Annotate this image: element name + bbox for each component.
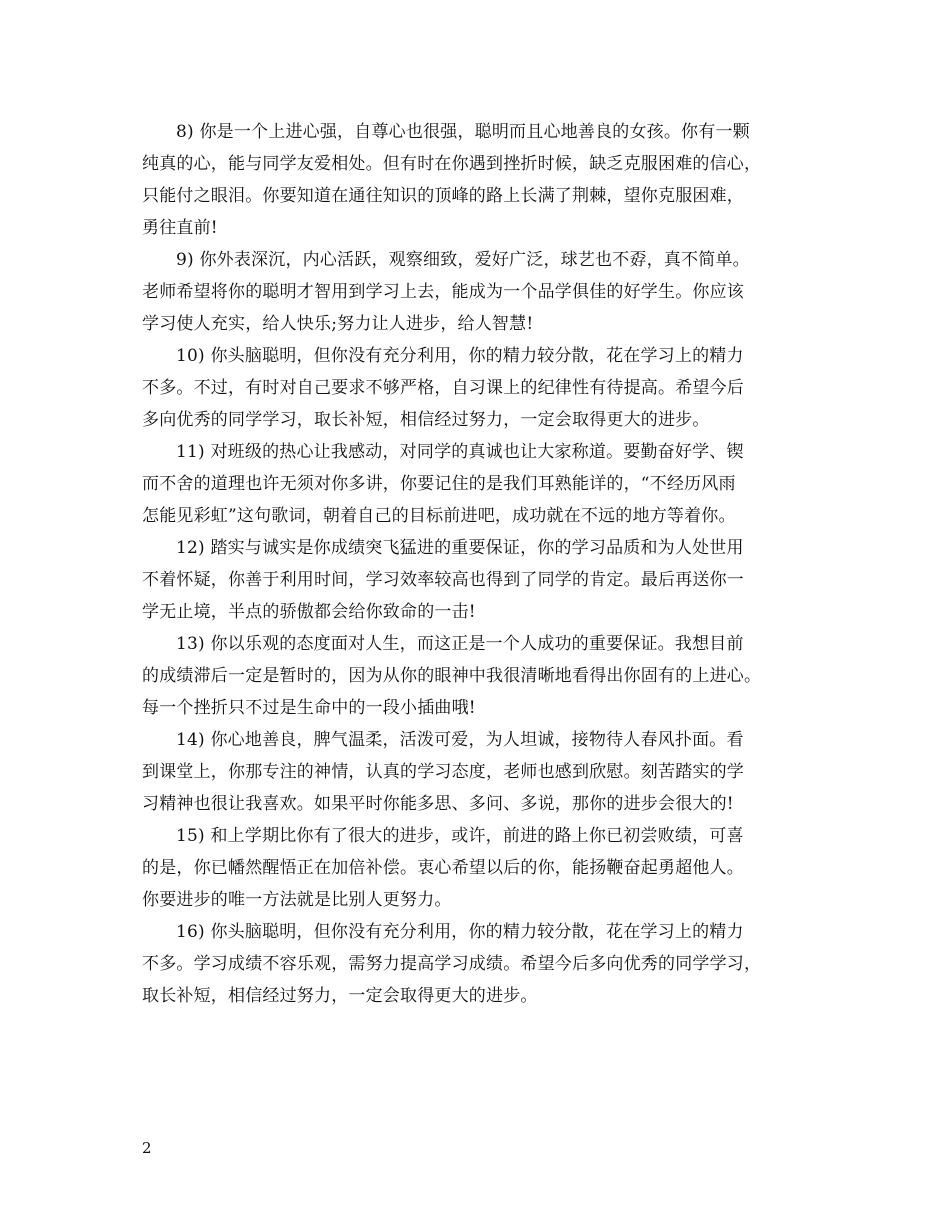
text-line: 16) 你头脑聪明，但你没有充分利用，你的精力较分散，花在学习上的精力 — [176, 922, 744, 942]
page-number: 2 — [142, 1139, 152, 1157]
text-line: 每一个挫折只不过是生命中的一段小插曲哦! — [142, 698, 476, 718]
paragraph — [142, 532, 822, 628]
text-line: 怎能见彩虹”这句歌词，朝着自己的目标前进吧，成功就在不远的地方等着你。 — [142, 506, 736, 526]
text-line: 10) 你头脑聪明，但你没有充分利用，你的精力较分散，花在学习上的精力 — [176, 346, 744, 366]
text-line: 学习使人充实，给人快乐;努力让人进步，给人智慧! — [142, 314, 534, 334]
text-line: 9) 你外表深沉，内心活跃，观察细致，爱好广泛，球艺也不孬，真不简单。 — [176, 250, 750, 270]
text-line: 不多。不过，有时对自己要求不够严格，自习课上的纪律性有待提高。希望今后 — [142, 378, 744, 398]
text-line: 勇往直前! — [142, 218, 218, 238]
text-line: 到课堂上，你那专注的神情，认真的学习态度，老师也感到欣慰。刻苦踏实的学 — [142, 762, 744, 782]
paragraph — [142, 436, 822, 532]
text-line: 不多。学习成绩不容乐观，需努力提高学习成绩。希望今后多向优秀的同学学习， — [142, 954, 762, 974]
text-line: 多向优秀的同学学习，取长补短，相信经过努力，一定会取得更大的进步。 — [142, 410, 710, 430]
text-line: 习精神也很让我喜欢。如果平时你能多思、多问、多说，那你的进步会很大的! — [142, 794, 734, 814]
text-line: 11) 对班级的热心让我感动，对同学的真诚也让大家称道。要勤奋好学、锲 — [176, 442, 744, 462]
text-line: 只能付之眼泪。你要知道在通往知识的顶峰的路上长满了荆棘，望你克服困难， — [142, 186, 744, 206]
text-line: 取长补短，相信经过努力，一定会取得更大的进步。 — [142, 986, 538, 1006]
text-line: 8) 你是一个上进心强，自尊心也很强，聪明而且心地善良的女孩。你有一颗 — [176, 122, 750, 142]
text-line: 纯真的心，能与同学友爱相处。但有时在你遇到挫折时候，缺乏克服困难的信心， — [142, 154, 762, 174]
text-line: 15) 和上学期比你有了很大的进步，或许，前进的路上你已初尝败绩，可喜 — [176, 826, 744, 846]
text-line: 14) 你心地善良，脾气温柔，活泼可爱，为人坦诚，接物待人春风扑面。看 — [176, 730, 744, 750]
document-body — [142, 116, 822, 1012]
paragraph — [142, 820, 822, 916]
text-line: 学无止境，半点的骄傲都会给你致命的一击! — [142, 602, 476, 622]
paragraph — [142, 340, 822, 436]
paragraph — [142, 628, 822, 724]
text-line: 13) 你以乐观的态度面对人生，而这正是一个人成功的重要保证。我想目前 — [176, 634, 744, 654]
text-line: 而不舍的道理也许无须对你多讲，你要记住的是我们耳熟能详的，“不经历风雨 — [142, 474, 736, 494]
paragraph — [142, 244, 822, 340]
text-line: 你要进步的唯一方法就是比别人更努力。 — [142, 890, 452, 910]
text-line: 12) 踏实与诚实是你成绩突飞猛进的重要保证，你的学习品质和为人处世用 — [176, 538, 744, 558]
paragraph — [142, 116, 822, 244]
paragraph — [142, 916, 822, 1012]
text-line: 的成绩滞后一定是暂时的，因为从你的眼神中我很清晰地看得出你固有的上进心。 — [142, 666, 762, 686]
text-line: 的是，你已幡然醒悟正在加倍补偿。衷心希望以后的你，能扬鞭奋起勇超他人。 — [142, 858, 744, 878]
paragraph — [142, 724, 822, 820]
text-line: 老师希望将你的聪明才智用到学习上去，能成为一个品学俱佳的好学生。你应该 — [142, 282, 744, 302]
text-line: 不着怀疑，你善于利用时间，学习效率较高也得到了同学的肯定。最后再送你一 — [142, 570, 744, 590]
